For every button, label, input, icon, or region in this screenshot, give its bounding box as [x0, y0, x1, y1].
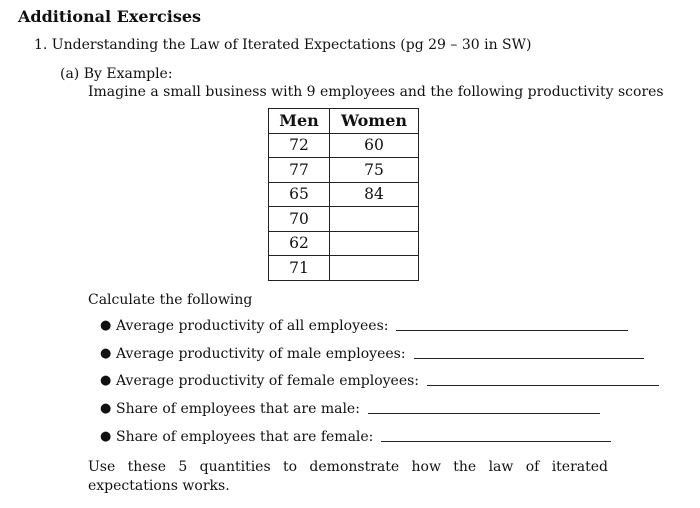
- item-label: Average productivity of male employees:: [116, 345, 406, 362]
- cell-women: 60: [330, 133, 419, 158]
- cell-women: 75: [330, 158, 419, 183]
- item-label: Share of employees that are male:: [116, 401, 360, 418]
- exercise-intro: Imagine a small business with 9 employees and the following productivity scores: [88, 84, 664, 100]
- section-title: Additional Exercises: [18, 7, 202, 26]
- header-women: Women: [330, 109, 419, 134]
- cell-men: 70: [269, 207, 330, 232]
- cell-men: 65: [269, 182, 330, 207]
- list-item: [100, 346, 659, 374]
- bullet-icon: ●: [100, 401, 112, 417]
- bullet-icon: ●: [100, 373, 112, 389]
- cell-men: 62: [269, 231, 330, 256]
- cell-women: [330, 207, 419, 232]
- item-label: Average productivity of all employees:: [116, 318, 389, 334]
- exercise-title: 1. Understanding the Law of Iterated Expectations (pg 29 – 30 in SW): [34, 37, 532, 53]
- answer-blank[interactable]: [381, 429, 611, 442]
- calculation-list: [100, 318, 659, 456]
- table-header-row: [269, 109, 419, 134]
- bullet-icon: ●: [100, 318, 112, 333]
- table-row: [269, 207, 419, 232]
- table-row: [269, 158, 419, 183]
- header-men: Men: [269, 109, 330, 134]
- bullet-icon: ●: [100, 345, 112, 361]
- closing-instruction: Use these 5 quantities to demonstrate how the law of iterated expectations works.: [88, 459, 608, 494]
- item-label: Average productivity of female employees:: [116, 373, 420, 390]
- answer-blank[interactable]: [427, 373, 659, 386]
- productivity-table: [268, 108, 419, 281]
- cell-women: 84: [330, 182, 419, 207]
- list-item: [100, 401, 659, 429]
- table-row: [269, 182, 419, 207]
- list-item: [100, 373, 659, 401]
- table-row: [269, 133, 419, 158]
- part-label: (a) By Example:: [60, 66, 173, 82]
- list-item: [100, 318, 659, 346]
- calculate-intro: Calculate the following: [88, 292, 253, 308]
- item-label: Share of employees that are female:: [116, 428, 374, 445]
- bullet-icon: ●: [100, 428, 112, 444]
- answer-blank[interactable]: [414, 346, 644, 359]
- answer-blank[interactable]: [368, 401, 600, 414]
- cell-men: 72: [269, 133, 330, 158]
- cell-women: [330, 256, 419, 281]
- table-row: [269, 231, 419, 256]
- cell-women: [330, 231, 419, 256]
- answer-blank[interactable]: [396, 318, 628, 331]
- table-row: [269, 256, 419, 281]
- cell-men: 71: [269, 256, 330, 281]
- list-item: [100, 429, 659, 457]
- cell-men: 77: [269, 158, 330, 183]
